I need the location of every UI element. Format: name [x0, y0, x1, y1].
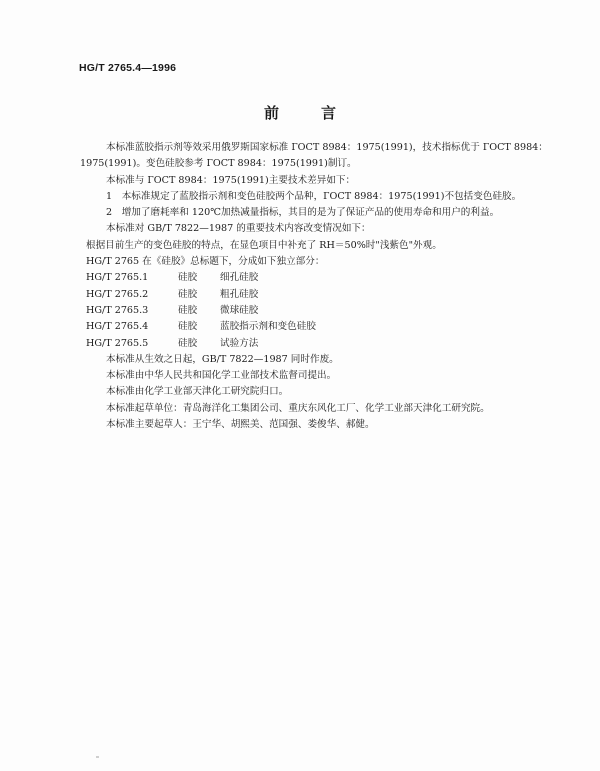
closing-line: 本标准起草单位：青岛海洋化工集团公司、重庆东风化工厂、化学工业部天津化工研究院。 — [106, 402, 490, 414]
part-category: 硅胶 — [178, 304, 198, 316]
scan-speck — [96, 756, 99, 758]
standard-code: HG/T 2765.4—1996 — [79, 62, 177, 74]
part-category: 硅胶 — [178, 337, 198, 349]
closing-line: 本标准由化学工业部天津化工研究院归口。 — [106, 386, 289, 398]
page-title: 前言 — [263, 104, 378, 122]
closing-line: 本标准由中华人民共和国化学工业部技术监督司提出。 — [106, 370, 337, 382]
difference-item: 2 增加了磨耗率和 120℃加热减量指标，其目的是为了保证产品的使用寿命和用户的利益。 — [106, 207, 500, 219]
paragraph-line: 根据目前生产的变色硅胶的特点，在显色项目中补充了 RH＝50%时"浅紫色"外观。 — [86, 239, 442, 251]
part-code: HG/T 2765.5 — [86, 337, 149, 349]
closing-line: 本标准从生效之日起，GB/T 7822—1987 同时作废。 — [106, 353, 339, 365]
paragraph-line: 本标准对 GB/T 7822—1987 的重要技术内容改变情况如下： — [106, 223, 371, 235]
part-name: 试验方法 — [220, 337, 259, 349]
part-code: HG/T 2765.3 — [86, 304, 149, 316]
foreword-body — [80, 140, 556, 433]
part-name: 粗孔硅胶 — [220, 288, 259, 300]
closing-line: 本标准主要起草人：王宁华、胡熙美、范国强、娄俊华、郝健。 — [106, 419, 375, 431]
paragraph-line: HG/T 2765 在《硅胶》总标题下，分成如下独立部分： — [86, 256, 325, 268]
difference-item: 1 本标准规定了蓝胶指示剂和变色硅胶两个品种，ГОСТ 8984：1975(1991)不包括变色硅胶。 — [106, 190, 522, 202]
part-name: 微球硅胶 — [220, 304, 259, 316]
part-category: 硅胶 — [178, 321, 198, 333]
part-row — [86, 319, 556, 335]
paragraph-line: 本标准蓝胶指示剂等效采用俄罗斯国家标准 ГОСТ 8984：1975(1991)，技术指标优于 ГОСТ 8984： — [106, 142, 548, 153]
part-row — [86, 270, 556, 286]
part-row — [86, 287, 556, 303]
part-code: HG/T 2765.1 — [86, 272, 149, 284]
paragraph-line: 本标准与 ГОСТ 8984：1975(1991)主要技术差异如下： — [106, 174, 356, 186]
part-code: HG/T 2765.2 — [86, 288, 149, 300]
part-code: HG/T 2765.4 — [86, 321, 149, 333]
part-name: 蓝胶指示剂和变色硅胶 — [220, 321, 316, 333]
part-category: 硅胶 — [178, 288, 198, 300]
part-row — [86, 303, 556, 319]
part-name: 细孔硅胶 — [220, 272, 259, 284]
paragraph-line: 1975(1991)。变色硅胶参考 ГОСТ 8984：1975(1991)制订。 — [80, 158, 357, 170]
part-category: 硅胶 — [178, 272, 198, 284]
part-row — [86, 336, 556, 352]
